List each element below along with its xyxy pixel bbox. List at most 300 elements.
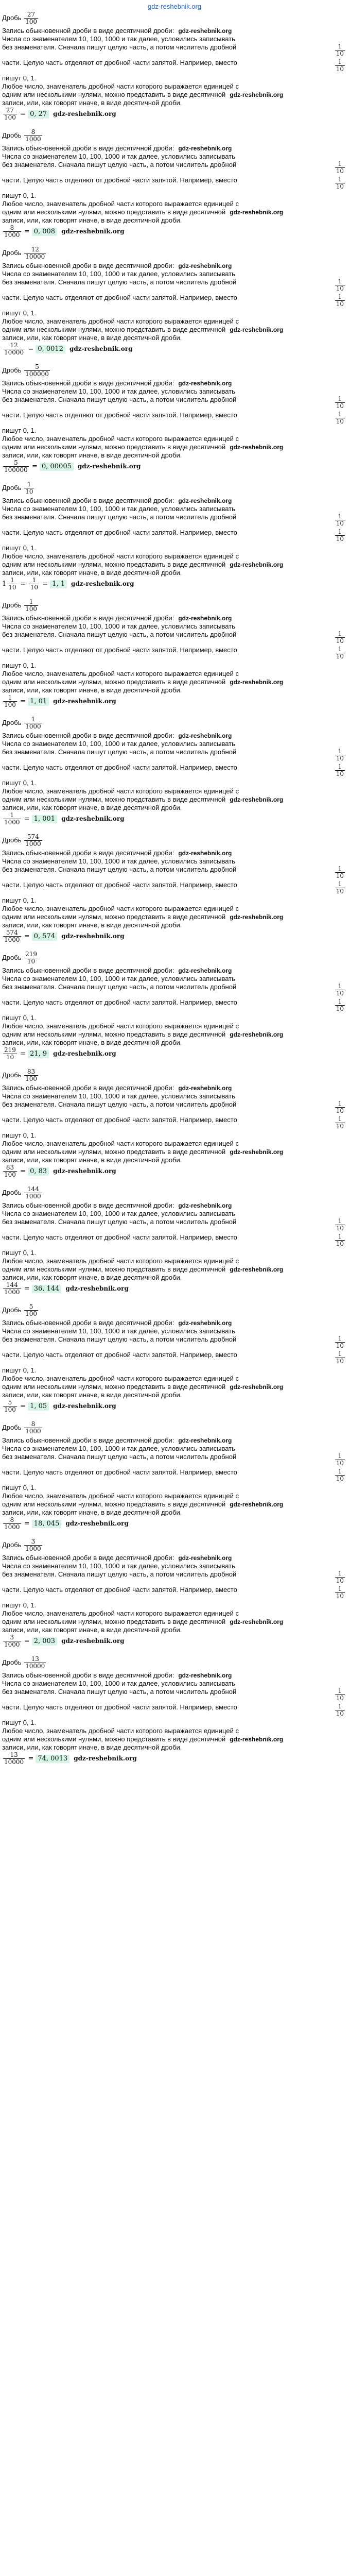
fraction-denominator: 10: [336, 520, 344, 527]
fraction-numerator: 1: [335, 1586, 345, 1593]
fraction-denominator: 10: [336, 285, 344, 292]
watermark: gdz-reshebnik.org: [71, 580, 134, 587]
explanation-text: Запись обыкновенной дроби в виде десятичной дроби:: [2, 497, 174, 504]
explanation-line: [2, 686, 347, 694]
given-fraction: [24, 1303, 38, 1317]
explanation-line: [2, 857, 347, 866]
result-fraction: [3, 107, 17, 121]
fraction-numerator: 8: [24, 129, 42, 136]
example-fraction: [335, 396, 345, 410]
fraction-numerator: 1: [24, 716, 42, 723]
watermark: gdz-reshebnik.org: [53, 110, 116, 117]
fraction-numerator: 13: [24, 1656, 46, 1663]
explanation-line: [2, 411, 347, 427]
fraction-numerator: 13: [3, 1752, 25, 1759]
explanation-text: без знаменателя. Сначала пишут целую часть, а потом числитель дробной: [2, 1218, 237, 1226]
explanation-line: [2, 262, 347, 270]
watermark: gdz-reshebnik.org: [178, 145, 232, 152]
watermark: gdz-reshebnik.org: [230, 1266, 284, 1273]
watermark: gdz-reshebnik.org: [178, 1084, 232, 1092]
fraction-numerator: 1: [335, 278, 345, 285]
explanation-text: Числа со знаменателем 10, 100, 1000 и так далее, условились записывать: [2, 857, 235, 865]
explanation-line: [2, 1131, 347, 1140]
explanation-line: [2, 569, 347, 577]
watermark: gdz-reshebnik.org: [61, 1637, 125, 1645]
given-fraction: [24, 1186, 42, 1200]
explanation-line: [2, 529, 347, 544]
result-line: $\frac{5}{100}$ = 1, 05 gdz-reshebnik.org: [4, 1399, 116, 1413]
explanation-text: пишут 0, 1.: [2, 74, 37, 82]
fraction-numerator: 1: [3, 694, 17, 702]
explanation-text: Любое число, знаменатель дробной части которого выражается единицей с: [2, 317, 239, 325]
watermark: gdz-reshebnik.org: [230, 1031, 284, 1038]
explanation-line: [2, 1274, 347, 1282]
fraction-denominator: 100: [25, 18, 38, 25]
given-fraction: [24, 1421, 42, 1435]
watermark: gdz-reshebnik.org: [178, 1437, 232, 1444]
explanation-text: одним или несколькими нулями, можно представить в виде десятичной: [2, 326, 226, 333]
fraction-label: Дробь: [2, 483, 22, 492]
decimal-answer: 1, 1: [50, 580, 67, 588]
watermark: gdz-reshebnik.org: [178, 27, 232, 35]
solution-list: [2, 11, 347, 1767]
explanation-text: Числа со знаменателем 10, 100, 1000 и так далее, условились записывать: [2, 1562, 235, 1570]
watermark: gdz-reshebnik.org: [230, 796, 284, 803]
explanation-line: [2, 91, 347, 99]
example-fraction: [335, 748, 345, 762]
explanation-line: [2, 513, 347, 529]
explanation-line: [2, 1319, 347, 1327]
explanation-text: одним или несколькими нулями, можно представить в виде десятичной: [2, 443, 226, 451]
explanation-text: пишут 0, 1.: [2, 1131, 37, 1139]
explanation-text: Запись обыкновенной дроби в виде десятичной дроби:: [2, 1671, 174, 1679]
fraction-numerator: 5: [24, 364, 50, 371]
fraction-numerator: 1: [335, 1570, 345, 1578]
given-fraction: [24, 834, 42, 848]
explanation-text: части. Целую часть отделяют от дробной части запятой. Например, вместо: [2, 1586, 237, 1594]
explanation-text: записи, или, как говорят иначе, в виде десятичной дроби.: [2, 1509, 182, 1516]
example-fraction: [335, 411, 345, 425]
mixed-fraction: [7, 577, 17, 591]
result-line: $\frac{1}{1000}$ = 1, 001 gdz-reshebnik.org: [4, 811, 125, 826]
watermark: gdz-reshebnik.org: [53, 1402, 116, 1410]
watermark: gdz-reshebnik.org: [230, 444, 284, 451]
explanation-line: [2, 1116, 347, 1131]
explanation-text: Числа со знаменателем 10, 100, 1000 и так далее, условились записывать: [2, 505, 235, 513]
result-fraction: [3, 1752, 25, 1766]
fraction-denominator: 10: [30, 584, 39, 591]
explanation-line: [2, 881, 347, 896]
explanation-line: [2, 1500, 347, 1509]
result-fraction: [3, 812, 21, 826]
fraction-denominator: 10: [336, 300, 344, 308]
explanation-text: пишут 0, 1.: [2, 1719, 37, 1726]
explanation-line: [2, 967, 347, 975]
fraction-numerator: 1: [335, 1453, 345, 1460]
explanation-text: записи, или, как говорят иначе, в виде десятичной дроби.: [2, 216, 182, 224]
fraction-heading: [2, 599, 347, 614]
explanation-text: пишут 0, 1.: [2, 1014, 37, 1022]
decimal-answer: 74, 0013: [36, 1755, 69, 1763]
fraction-label: Дробь: [2, 131, 22, 139]
explanation-text: Запись обыкновенной дроби в виде десятичной дроби:: [2, 967, 174, 974]
fraction-denominator: 100: [25, 1075, 38, 1082]
example-fraction: [335, 1688, 345, 1702]
explanation-text: Запись обыкновенной дроби в виде десятичной дроби:: [2, 379, 174, 387]
given-fraction: [24, 246, 46, 260]
result-line: $\frac{8}{1000}$ = 0, 008 gdz-reshebnik.org: [4, 224, 125, 239]
decimal-answer: 18, 045: [32, 1520, 62, 1528]
explanation-text: Числа со знаменателем 10, 100, 1000 и так далее, условились записывать: [2, 387, 235, 395]
explanation-line: [2, 59, 347, 74]
solution-block: [2, 1186, 347, 1297]
explanation-line: [2, 1327, 347, 1335]
explanation-line: [2, 443, 347, 451]
explanation-line: [2, 1719, 347, 1727]
explanation-text: без знаменателя. Сначала пишут целую часть, а потом числитель дробной: [2, 631, 237, 638]
fraction-denominator: 1000: [25, 1428, 41, 1435]
explanation-line: [2, 905, 347, 913]
example-fraction: [335, 1586, 345, 1600]
fraction-denominator: 10: [336, 1475, 344, 1482]
fraction-label: Дробь: [2, 1658, 22, 1666]
fraction-numerator: 1: [335, 43, 345, 50]
example-fraction: [335, 176, 345, 190]
explanation-line: [2, 1218, 347, 1233]
explanation-line: [2, 670, 347, 678]
explanation-line: [2, 278, 347, 294]
explanation-text: Числа со знаменателем 10, 100, 1000 и так далее, условились записывать: [2, 622, 235, 630]
solution-block: [2, 951, 347, 1062]
fraction-denominator: 100: [25, 1310, 38, 1317]
explanation-line: [2, 1257, 347, 1265]
explanation-text: одним или несколькими нулями, можно представить в виде десятичной: [2, 561, 226, 568]
fraction-numerator: 1: [335, 396, 345, 403]
explanation-line: [2, 1743, 347, 1752]
explanation-text: части. Целую часть отделяют от дробной части запятой. Например, вместо: [2, 1116, 237, 1124]
fraction-denominator: 100000: [4, 466, 28, 473]
explanation-text: записи, или, как говорят иначе, в виде десятичной дроби.: [2, 1039, 182, 1046]
explanation-text: Числа со знаменателем 10, 100, 1000 и так далее, условились записывать: [2, 1210, 235, 1217]
explanation-text: Любое число, знаменатель дробной части которого выражается единицей с: [2, 787, 239, 795]
explanation-line: [2, 1586, 347, 1601]
explanation-line: [2, 998, 347, 1014]
fraction-denominator: 1000: [25, 1545, 41, 1552]
result-line: $\frac{5}{100000}$ = 0, 00005 gdz-reshebnik.org: [4, 459, 141, 473]
explanation-text: одним или несколькими нулями, можно представить в виде десятичной: [2, 913, 226, 921]
explanation-text: Числа со знаменателем 10, 100, 1000 и так далее, условились записывать: [2, 1092, 235, 1100]
watermark: gdz-reshebnik.org: [230, 1501, 284, 1508]
explanation-line: [2, 983, 347, 998]
fraction-numerator: 1: [335, 1116, 345, 1123]
decimal-answer: 2, 003: [32, 1637, 57, 1646]
fraction-heading: [2, 834, 347, 849]
explanation-text: Любое число, знаменатель дробной части которого выражается единицей с: [2, 1492, 239, 1500]
fraction-numerator: 27: [24, 11, 38, 19]
fraction-numerator: 219: [25, 951, 38, 958]
explanation-text: одним или несколькими нулями, можно представить в виде десятичной: [2, 1383, 226, 1391]
fraction-heading: [2, 1656, 347, 1671]
explanation-text: пишут 0, 1.: [2, 192, 37, 199]
explanation-line: [2, 317, 347, 326]
explanation-line: [2, 1727, 347, 1735]
explanation-line: [2, 326, 347, 334]
explanation-text: записи, или, как говорят иначе, в виде десятичной дроби.: [2, 1156, 182, 1164]
watermark: gdz-reshebnik.org: [65, 1520, 129, 1527]
watermark: gdz-reshebnik.org: [230, 91, 284, 98]
explanation-line: [2, 866, 347, 881]
fraction-denominator: 10: [336, 1123, 344, 1130]
explanation-line: [2, 1562, 347, 1570]
explanation-text: одним или несколькими нулями, можно представить в виде десятичной: [2, 1030, 226, 1038]
explanation-text: пишут 0, 1.: [2, 779, 37, 787]
explanation-line: [2, 451, 347, 460]
result-fraction: [3, 1047, 17, 1061]
decimal-answer: 1, 001: [32, 815, 57, 823]
fraction-denominator: 10: [336, 535, 344, 543]
explanation-line: [2, 1554, 347, 1562]
solution-block: [2, 1656, 347, 1767]
explanation-line: [2, 1609, 347, 1618]
explanation-text: записи, или, как говорят иначе, в виде десятичной дроби.: [2, 804, 182, 811]
result-line: $\frac{219}{10}$ = 21, 9 gdz-reshebnik.org: [4, 1046, 116, 1061]
fraction-denominator: 10000: [4, 1758, 24, 1766]
explanation-text: записи, или, как говорят иначе, в виде десятичной дроби.: [2, 686, 182, 694]
result-line: $\frac{8}{1000}$ = 18, 045 gdz-reshebnik.org: [4, 1516, 129, 1531]
fraction-numerator: 1: [335, 1703, 345, 1710]
explanation-line: [2, 1680, 347, 1688]
explanation-line: [2, 1375, 347, 1383]
fraction-numerator: 27: [3, 107, 17, 114]
fraction-denominator: 10: [336, 1225, 344, 1232]
explanation-text: Числа со знаменателем 10, 100, 1000 и так далее, условились записывать: [2, 152, 235, 160]
result-fraction: [3, 1517, 21, 1531]
explanation-line: [2, 1249, 347, 1257]
fraction-denominator: 10: [336, 1107, 344, 1114]
explanation-line: [2, 435, 347, 443]
explanation-line: [2, 1366, 347, 1375]
fraction-heading: [2, 1421, 347, 1436]
explanation-line: [2, 975, 347, 983]
result-line: $\frac{144}{1000}$ = 36, 144 gdz-reshebnik.org: [4, 1281, 129, 1296]
fraction-numerator: 1: [335, 411, 345, 418]
explanation-line: [2, 544, 347, 552]
fraction-numerator: 8: [3, 1517, 21, 1524]
explanation-line: [2, 1626, 347, 1634]
result-line: $\frac{27}{100}$ = 0, 27 gdz-reshebnik.org: [4, 107, 116, 121]
explanation-line: [2, 662, 347, 670]
explanation-text: без знаменателя. Сначала пишут целую часть, а потом числитель дробной: [2, 1688, 237, 1696]
result-fraction: [3, 342, 25, 356]
explanation-line: [2, 1039, 347, 1047]
explanation-line: [2, 505, 347, 513]
watermark: gdz-reshebnik.org: [74, 1755, 137, 1762]
watermark: gdz-reshebnik.org: [61, 933, 125, 940]
explanation-line: [2, 779, 347, 787]
explanation-text: без знаменателя. Сначала пишут целую часть, а потом числитель дробной: [2, 396, 237, 403]
explanation-line: [2, 200, 347, 208]
watermark: gdz-reshebnik.org: [53, 1050, 116, 1057]
explanation-text: без знаменателя. Сначала пишут целую часть, а потом числитель дробной: [2, 983, 237, 991]
explanation-line: [2, 622, 347, 631]
fraction-numerator: 1: [24, 481, 34, 488]
explanation-line: [2, 1509, 347, 1517]
explanation-text: Запись обыкновенной дроби в виде десятичной дроби:: [2, 262, 174, 269]
explanation-line: [2, 1210, 347, 1218]
explanation-text: части. Целую часть отделяют от дробной части запятой. Например, вместо: [2, 1468, 237, 1476]
watermark: gdz-reshebnik.org: [178, 1319, 232, 1327]
explanation-text: пишут 0, 1.: [2, 1601, 37, 1609]
example-fraction: [335, 764, 345, 777]
fraction-denominator: 100: [4, 1406, 16, 1413]
explanation-text: пишут 0, 1.: [2, 309, 37, 317]
fraction-denominator: 100: [4, 1171, 16, 1178]
fraction-heading: [2, 246, 347, 262]
explanation-text: части. Целую часть отделяют от дробной части запятой. Например, вместо: [2, 1233, 237, 1241]
fraction-denominator: 10000: [25, 1663, 45, 1670]
explanation-text: пишут 0, 1.: [2, 1249, 37, 1257]
explanation-line: [2, 1618, 347, 1626]
example-fraction: [335, 513, 345, 527]
explanation-text: одним или несколькими нулями, можно представить в виде десятичной: [2, 1500, 226, 1508]
fraction-denominator: 10: [336, 1694, 344, 1702]
fraction-numerator: 574: [24, 834, 42, 841]
fraction-denominator: 10: [336, 65, 344, 73]
fraction-numerator: 1: [335, 59, 345, 66]
watermark: gdz-reshebnik.org: [178, 850, 232, 857]
explanation-text: без знаменателя. Сначала пишут целую часть, а потом числитель дробной: [2, 161, 237, 168]
given-fraction: [24, 1538, 42, 1552]
explanation-text: Запись обыкновенной дроби в виде десятичной дроби:: [2, 144, 174, 152]
explanation-text: без знаменателя. Сначала пишут целую часть, а потом числитель дробной: [2, 43, 237, 51]
example-fraction: [335, 161, 345, 175]
explanation-line: [2, 1140, 347, 1148]
watermark: gdz-reshebnik.org: [178, 1554, 232, 1562]
fraction-denominator: 100: [25, 605, 38, 613]
given-fraction: [24, 481, 34, 495]
explanation-line: [2, 1492, 347, 1500]
explanation-text: пишут 0, 1.: [2, 1484, 37, 1492]
fraction-label: Дробь: [2, 13, 22, 22]
explanation-line: [2, 732, 347, 740]
explanation-line: [2, 896, 347, 905]
explanation-line: [2, 309, 347, 317]
result-fraction: [29, 577, 39, 591]
fraction-label: Дробь: [2, 1540, 22, 1549]
fraction-heading: [2, 364, 347, 379]
fraction-numerator: 1: [335, 1351, 345, 1358]
explanation-text: Числа со знаменателем 10, 100, 1000 и так далее, условились записывать: [2, 270, 235, 278]
result-fraction: [3, 1399, 17, 1413]
example-fraction: [335, 1351, 345, 1365]
example-fraction: [335, 983, 345, 997]
example-fraction: [335, 1570, 345, 1584]
solution-block: [2, 599, 347, 710]
explanation-line: [2, 192, 347, 200]
explanation-line: [2, 1201, 347, 1210]
watermark: gdz-reshebnik.org: [77, 463, 141, 470]
decimal-answer: 1, 05: [28, 1402, 49, 1411]
explanation-text: без знаменателя. Сначала пишут целую часть, а потом числитель дробной: [2, 1453, 237, 1461]
result-whole: 1: [2, 580, 7, 588]
explanation-line: [2, 787, 347, 795]
fraction-label: Дробь: [2, 601, 22, 609]
fraction-denominator: 10: [336, 888, 344, 895]
fraction-heading: [2, 951, 347, 967]
fraction-denominator: 10: [336, 637, 344, 645]
fraction-denominator: 1000: [4, 1289, 20, 1296]
explanation-text: Запись обыкновенной дроби в виде десятичной дроби:: [2, 1436, 174, 1444]
explanation-line: [2, 740, 347, 748]
watermark: gdz-reshebnik.org: [178, 967, 232, 974]
example-fraction: [335, 1100, 345, 1114]
explanation-text: без знаменателя. Сначала пишут целую часть, а потом числитель дробной: [2, 748, 237, 756]
explanation-text: части. Целую часть отделяют от дробной части запятой. Например, вместо: [2, 881, 237, 889]
watermark: gdz-reshebnik.org: [65, 1285, 129, 1292]
watermark: gdz-reshebnik.org: [230, 679, 284, 686]
decimal-answer: 0, 008: [32, 228, 57, 236]
fraction-denominator: 10: [336, 1005, 344, 1012]
explanation-line: [2, 43, 347, 59]
explanation-line: [2, 497, 347, 505]
result-fraction: [3, 1282, 21, 1296]
explanation-line: [2, 27, 347, 35]
example-fraction: [335, 1116, 345, 1130]
fraction-numerator: 1: [335, 513, 345, 520]
fraction-denominator: 10: [336, 50, 344, 57]
result-line: $\frac{574}{1000}$ = 0, 574 gdz-reshebnik.org: [4, 929, 125, 943]
given-fraction: [24, 599, 38, 613]
fraction-numerator: 1: [335, 998, 345, 1006]
fraction-numerator: 5: [3, 1399, 17, 1406]
fraction-denominator: 10: [336, 1240, 344, 1247]
given-fraction: [24, 1656, 46, 1670]
fraction-denominator: 10: [336, 1342, 344, 1349]
explanation-line: [2, 1030, 347, 1039]
decimal-answer: 0, 574: [32, 933, 57, 941]
explanation-line: [2, 1156, 347, 1164]
explanation-text: Любое число, знаменатель дробной части которого выражается единицей с: [2, 905, 239, 912]
watermark: gdz-reshebnik.org: [69, 345, 133, 352]
solution-block: [2, 1069, 347, 1180]
fraction-heading: [2, 1069, 347, 1084]
fraction-label: Дробь: [2, 1423, 22, 1431]
fraction-numerator: 1: [335, 1233, 345, 1241]
fraction-numerator: 1: [29, 577, 39, 584]
explanation-line: [2, 804, 347, 812]
fraction-numerator: 8: [3, 225, 21, 232]
solution-block: [2, 1538, 347, 1650]
result-line: $\frac{12}{10000}$ = 0, 0012 gdz-reshebnik.org: [4, 342, 133, 356]
example-fraction: [335, 1218, 345, 1232]
fraction-numerator: 144: [24, 1186, 42, 1193]
explanation-line: [2, 1445, 347, 1453]
fraction-numerator: 1: [3, 812, 21, 819]
explanation-text: части. Целую часть отделяют от дробной части запятой. Например, вместо: [2, 411, 237, 419]
example-fraction: [335, 1453, 345, 1467]
explanation-text: пишут 0, 1.: [2, 662, 37, 669]
fraction-numerator: 1: [335, 294, 345, 301]
example-fraction: [335, 998, 345, 1012]
example-fraction: [335, 1233, 345, 1247]
decimal-answer: 36, 144: [32, 1285, 62, 1293]
result-fraction: [3, 460, 29, 473]
watermark: gdz-reshebnik.org: [230, 1148, 284, 1156]
result-fraction: [3, 929, 21, 943]
fraction-denominator: 1000: [4, 231, 20, 239]
decimal-answer: 0, 0012: [36, 345, 65, 353]
explanation-line: [2, 1148, 347, 1156]
